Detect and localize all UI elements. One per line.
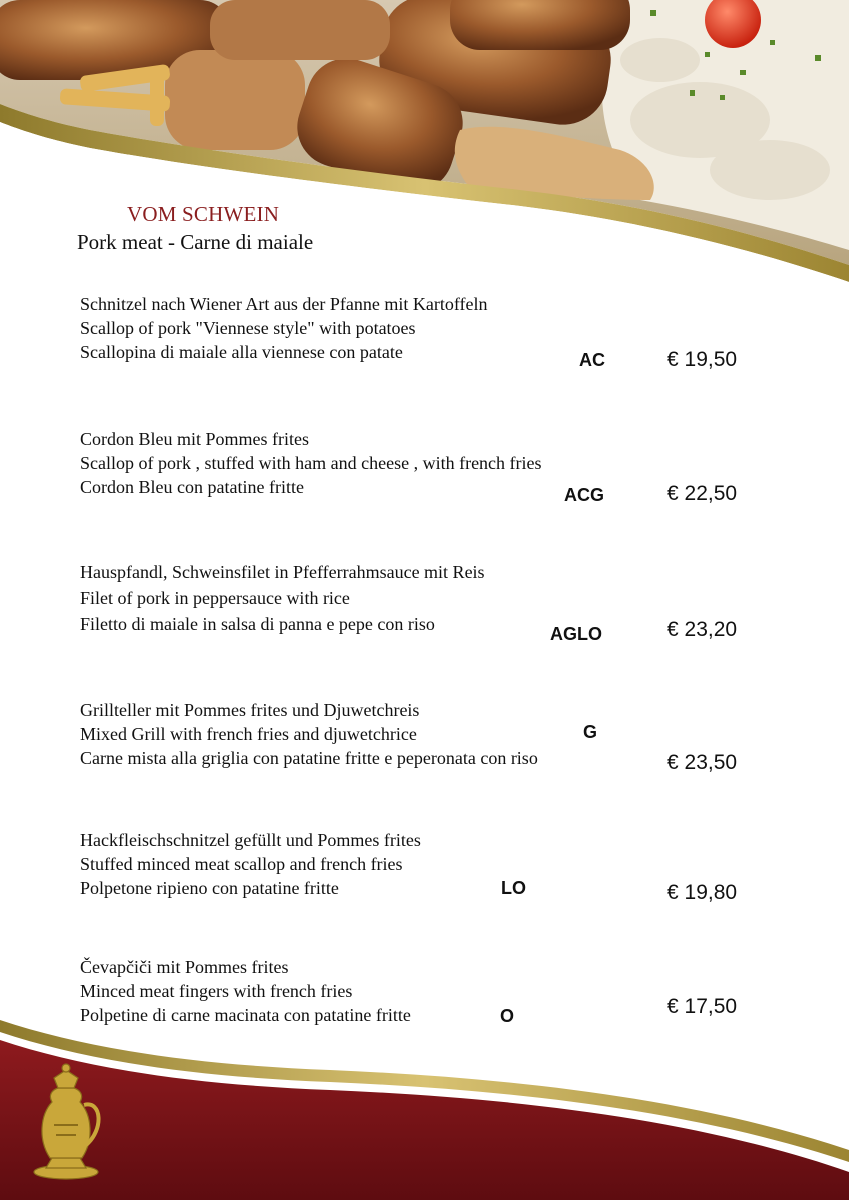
menu-item <box>80 429 780 529</box>
allergen-codes: LO <box>501 878 526 898</box>
allergen-codes: O <box>500 1006 515 1026</box>
allergen-codes: AGLO <box>550 624 602 644</box>
item-name-en: Scallop of pork "Viennese style" with potatoes <box>80 318 416 338</box>
item-price: € 19,80 <box>667 881 738 904</box>
allergen-codes: G <box>583 722 598 742</box>
item-name-en: Filet of pork in peppersauce with rice <box>80 588 350 608</box>
item-price: € 23,20 <box>667 618 738 641</box>
item-name-it: Filetto di maiale in salsa di panna e pepe con riso <box>80 614 435 634</box>
item-name-it: Carne mista alla griglia con patatine fritte e peperonata con riso <box>80 748 538 768</box>
menu-item <box>80 700 780 800</box>
item-name-en: Scallop of pork , stuffed with ham and cheese , with french fries <box>80 453 542 473</box>
item-name-it: Polpetone ripieno con patatine fritte <box>80 878 339 898</box>
menu-item <box>80 562 780 662</box>
item-name-it: Cordon Bleu con patatine fritte <box>80 477 304 497</box>
item-name-en: Stuffed minced meat scallop and french fries <box>80 854 403 874</box>
item-price: € 19,50 <box>667 348 738 371</box>
item-price: € 23,50 <box>667 751 738 774</box>
section-title: VOM SCHWEIN <box>127 202 280 226</box>
item-price: € 22,50 <box>667 482 738 505</box>
allergen-codes: ACG <box>564 485 604 505</box>
item-name-it: Polpetine di carne macinata con patatine fritte <box>80 1005 411 1025</box>
item-name-de: Hauspfandl, Schweinsfilet in Pfefferrahmsauce mit Reis <box>80 562 485 582</box>
menu-item <box>80 830 780 930</box>
item-name-de: Čevapčiči mit Pommes frites <box>80 957 289 977</box>
allergen-codes: AC <box>579 350 605 370</box>
item-name-de: Grillteller mit Pommes frites und Djuwetchreis <box>80 700 420 720</box>
menu-item <box>80 957 780 1057</box>
menu-item <box>80 294 780 394</box>
item-name-en: Minced meat fingers with french fries <box>80 981 353 1001</box>
item-name-de: Cordon Bleu mit Pommes frites <box>80 429 309 449</box>
item-name-it: Scallopina di maiale alla viennese con patate <box>80 342 403 362</box>
item-price: € 17,50 <box>667 995 738 1018</box>
item-name-de: Schnitzel nach Wiener Art aus der Pfanne mit Kartoffeln <box>80 294 488 314</box>
section-subtitle: Pork meat - Carne di maiale <box>77 230 314 254</box>
item-name-en: Mixed Grill with french fries and djuwetchrice <box>80 724 417 744</box>
item-name-de: Hackfleischschnitzel gefüllt und Pommes frites <box>80 830 421 850</box>
